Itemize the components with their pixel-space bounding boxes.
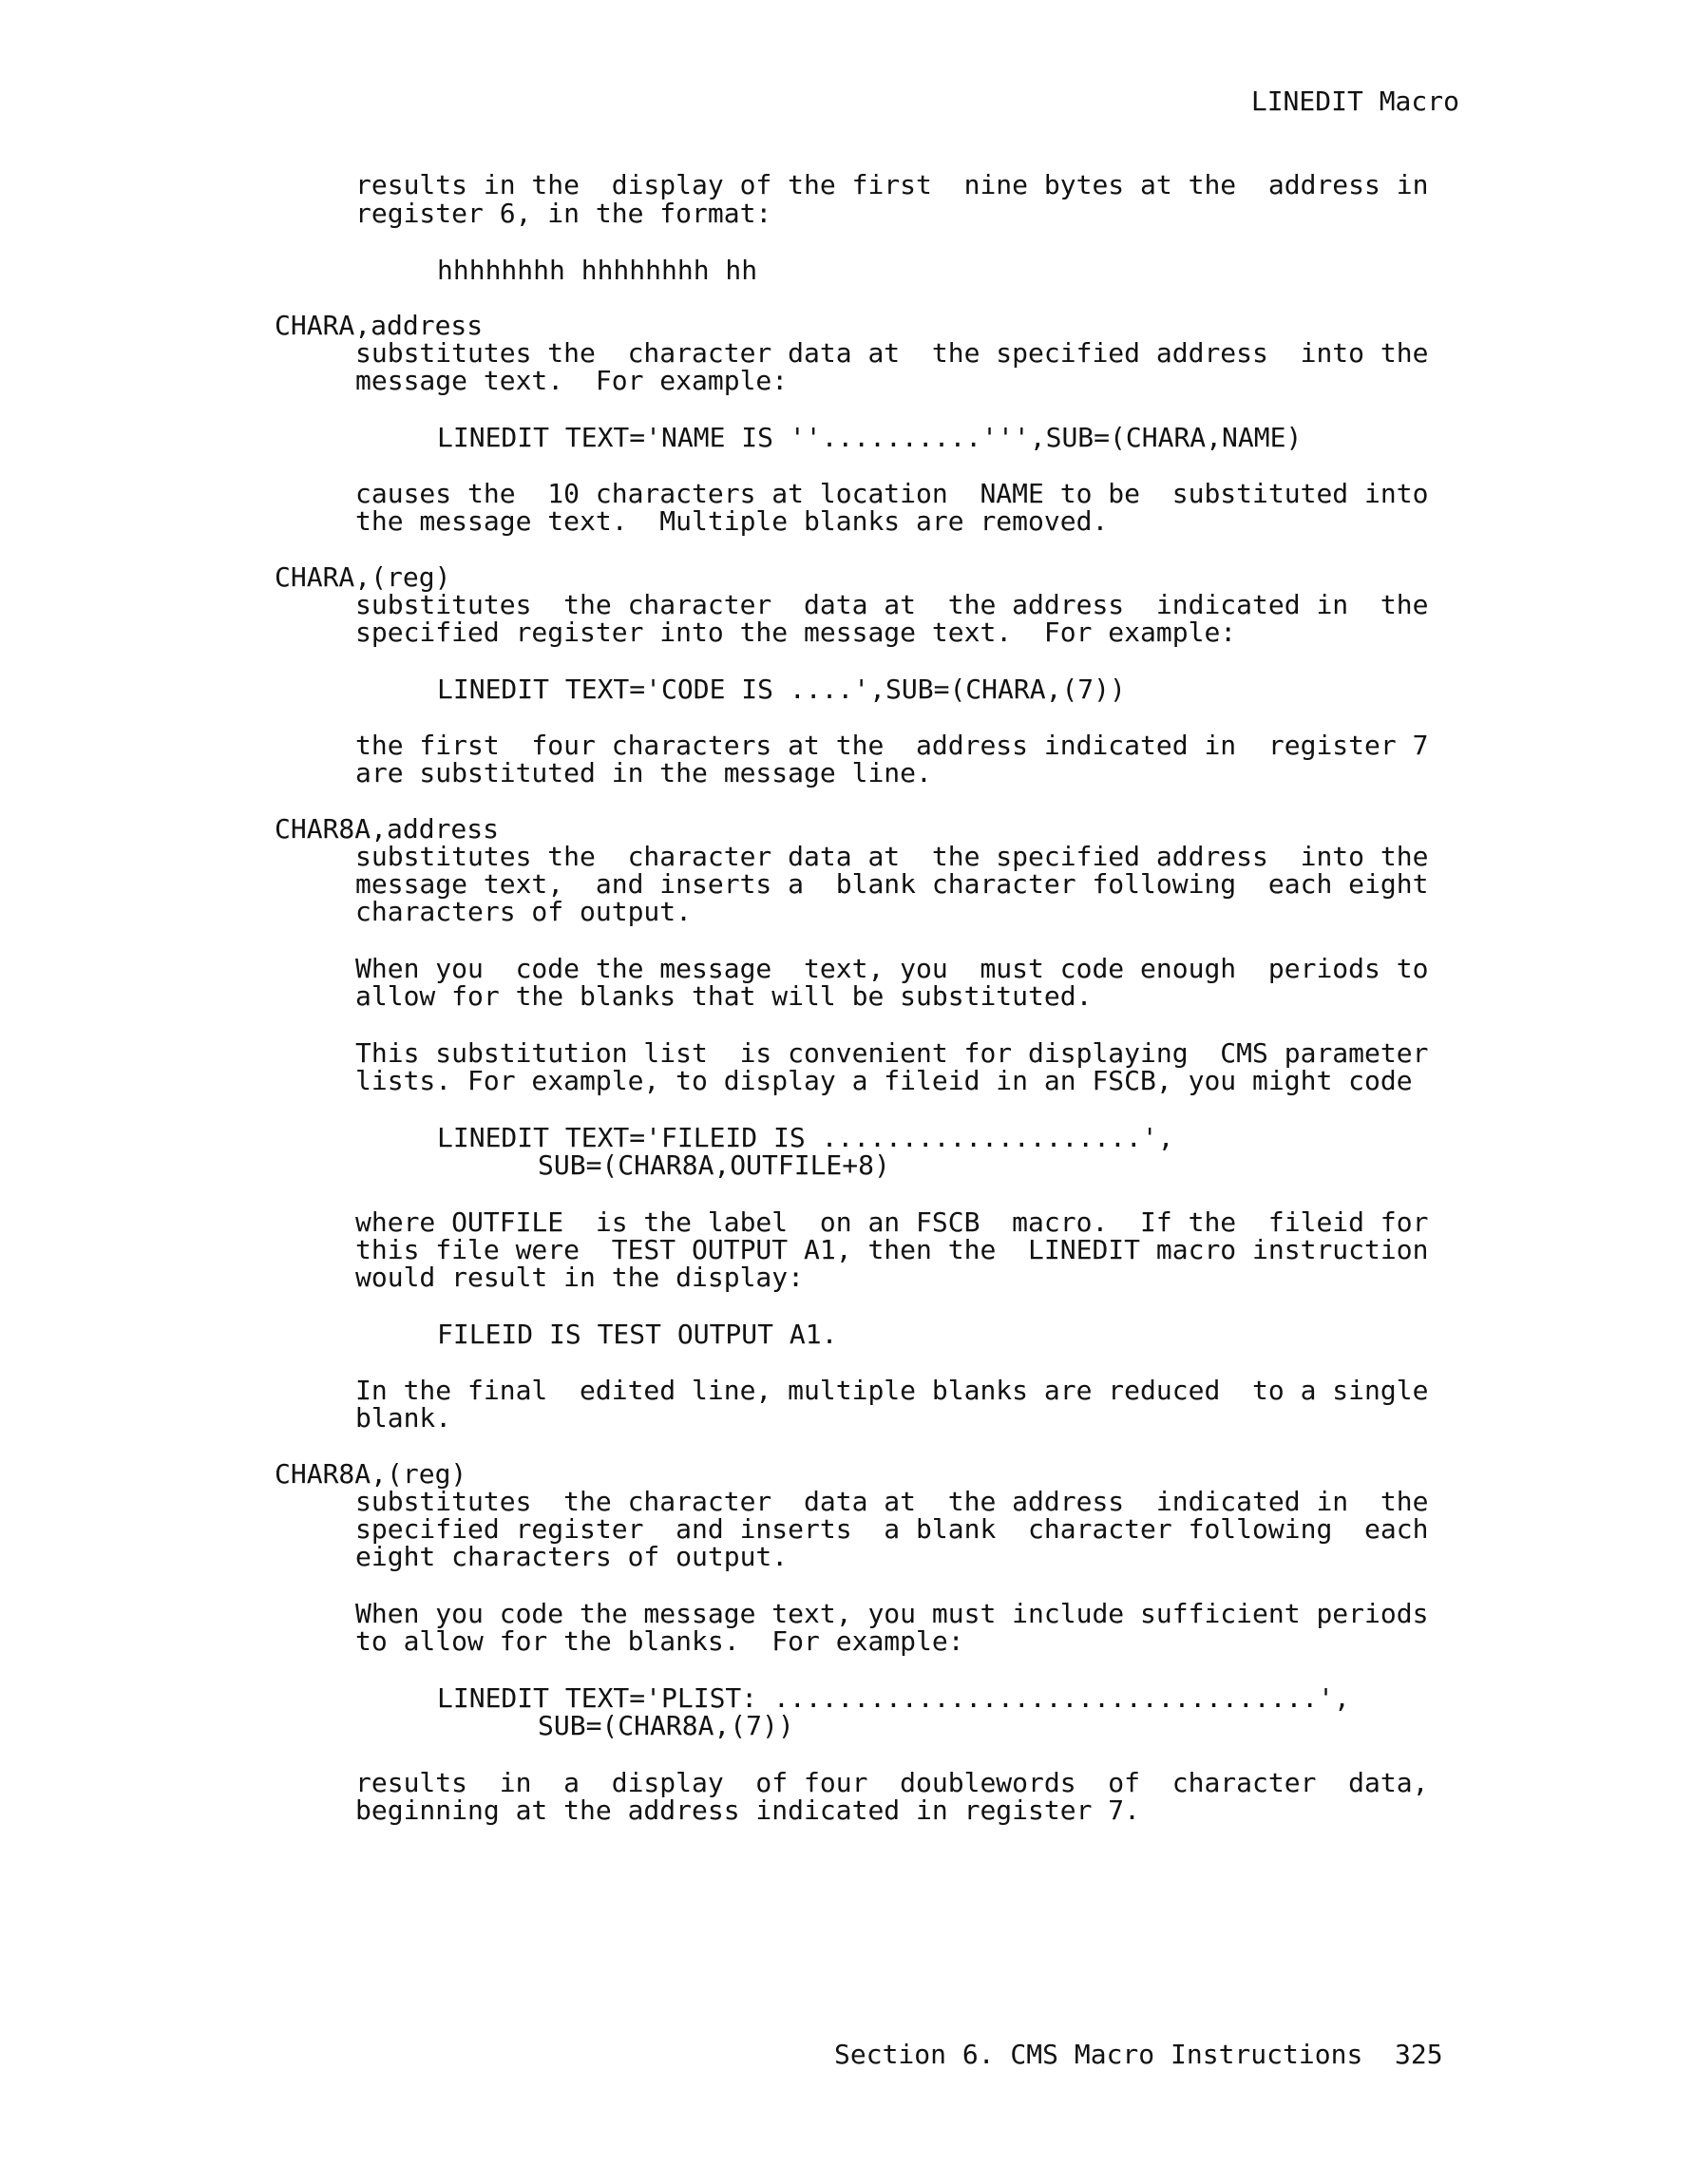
page-footer: Section 6. CMS Macro Instructions 325 [834,2039,1443,2070]
term-char8a-address: CHAR8A,address [275,813,500,845]
char8a-address-para5-2: blank. [355,1402,452,1434]
char8a-address-para4-3: would result in the display: [355,1262,805,1293]
chara-address-after-2: the message text. Multiple blanks are removed. [355,505,1109,537]
intro-format: hhhhhhhh hhhhhhhh hh [437,255,758,286]
char8a-reg-example-1: LINEDIT TEXT='PLIST: ..................................', [437,1682,1350,1714]
chara-reg-example: LINEDIT TEXT='CODE IS ....',SUB=(CHARA,(7)) [437,674,1126,705]
char8a-reg-desc-1: substitutes the character data at the address indicated in the [355,1486,1429,1517]
char8a-address-desc-3: characters of output. [355,896,693,927]
char8a-address-para3-2: lists. For example, to display a fileid in an FSCB, you might code [355,1065,1413,1096]
char8a-address-para4-2: this file were TEST OUTPUT A1, then the LINEDIT macro instruction [355,1234,1429,1265]
term-char8a-reg: CHAR8A,(reg) [275,1458,467,1490]
chara-address-desc-1: substitutes the character data at the specified address into the [355,337,1429,369]
term-chara-address: CHARA,address [275,310,484,341]
chara-reg-desc-2: specified register into the message text. For example: [355,617,1237,648]
chara-reg-after-2: are substituted in the message line. [355,757,932,788]
char8a-reg-para3-2: beginning at the address indicated in register 7. [355,1795,1141,1826]
char8a-reg-example-2: SUB=(CHAR8A,(7)) [538,1710,794,1741]
term-chara-reg: CHARA,(reg) [275,561,451,593]
char8a-address-para5-1: In the final edited line, multiple blanks are reduced to a single [355,1375,1429,1406]
char8a-address-example-2: SUB=(CHAR8A,OUTFILE+8) [538,1149,890,1181]
char8a-reg-para3-1: results in a display of four doublewords of character data, [355,1767,1429,1798]
char8a-address-para3-1: This substitution list is convenient for displaying CMS parameter [355,1037,1429,1069]
char8a-address-para2-1: When you code the message text, you must code enough periods to [355,953,1429,984]
chara-address-desc-2: message text. For example: [355,365,789,396]
char8a-address-desc-2: message text, and inserts a blank character following each eight [355,868,1429,900]
char8a-reg-para2-1: When you code the message text, you must include sufficient periods [355,1598,1429,1629]
char8a-address-desc-1: substitutes the character data at the specified address into the [355,841,1429,872]
char8a-address-para2-2: allow for the blanks that will be substituted. [355,980,1093,1012]
chara-address-example: LINEDIT TEXT='NAME IS ''..........''',SUB=(CHARA,NAME) [437,422,1303,453]
intro-line-1: results in the display of the first nine bytes at the address in [355,169,1429,200]
chara-address-after-1: causes the 10 characters at location NAME to be substituted into [355,478,1429,509]
char8a-reg-desc-3: eight characters of output. [355,1541,789,1572]
chara-reg-desc-1: substitutes the character data at the address indicated in the [355,589,1429,620]
char8a-address-display: FILEID IS TEST OUTPUT A1. [437,1319,838,1350]
char8a-reg-desc-2: specified register and inserts a blank character following each [355,1513,1429,1545]
intro-line-2: register 6, in the format: [355,198,772,229]
chara-reg-after-1: the first four characters at the address indicated in register 7 [355,730,1429,761]
char8a-address-para4-1: where OUTFILE is the label on an FSCB macro. If the fileid for [355,1206,1429,1238]
char8a-address-example-1: LINEDIT TEXT='FILEID IS ....................', [437,1122,1174,1153]
running-header: LINEDIT Macro [1250,85,1459,117]
char8a-reg-para2-2: to allow for the blanks. For example: [355,1625,964,1657]
